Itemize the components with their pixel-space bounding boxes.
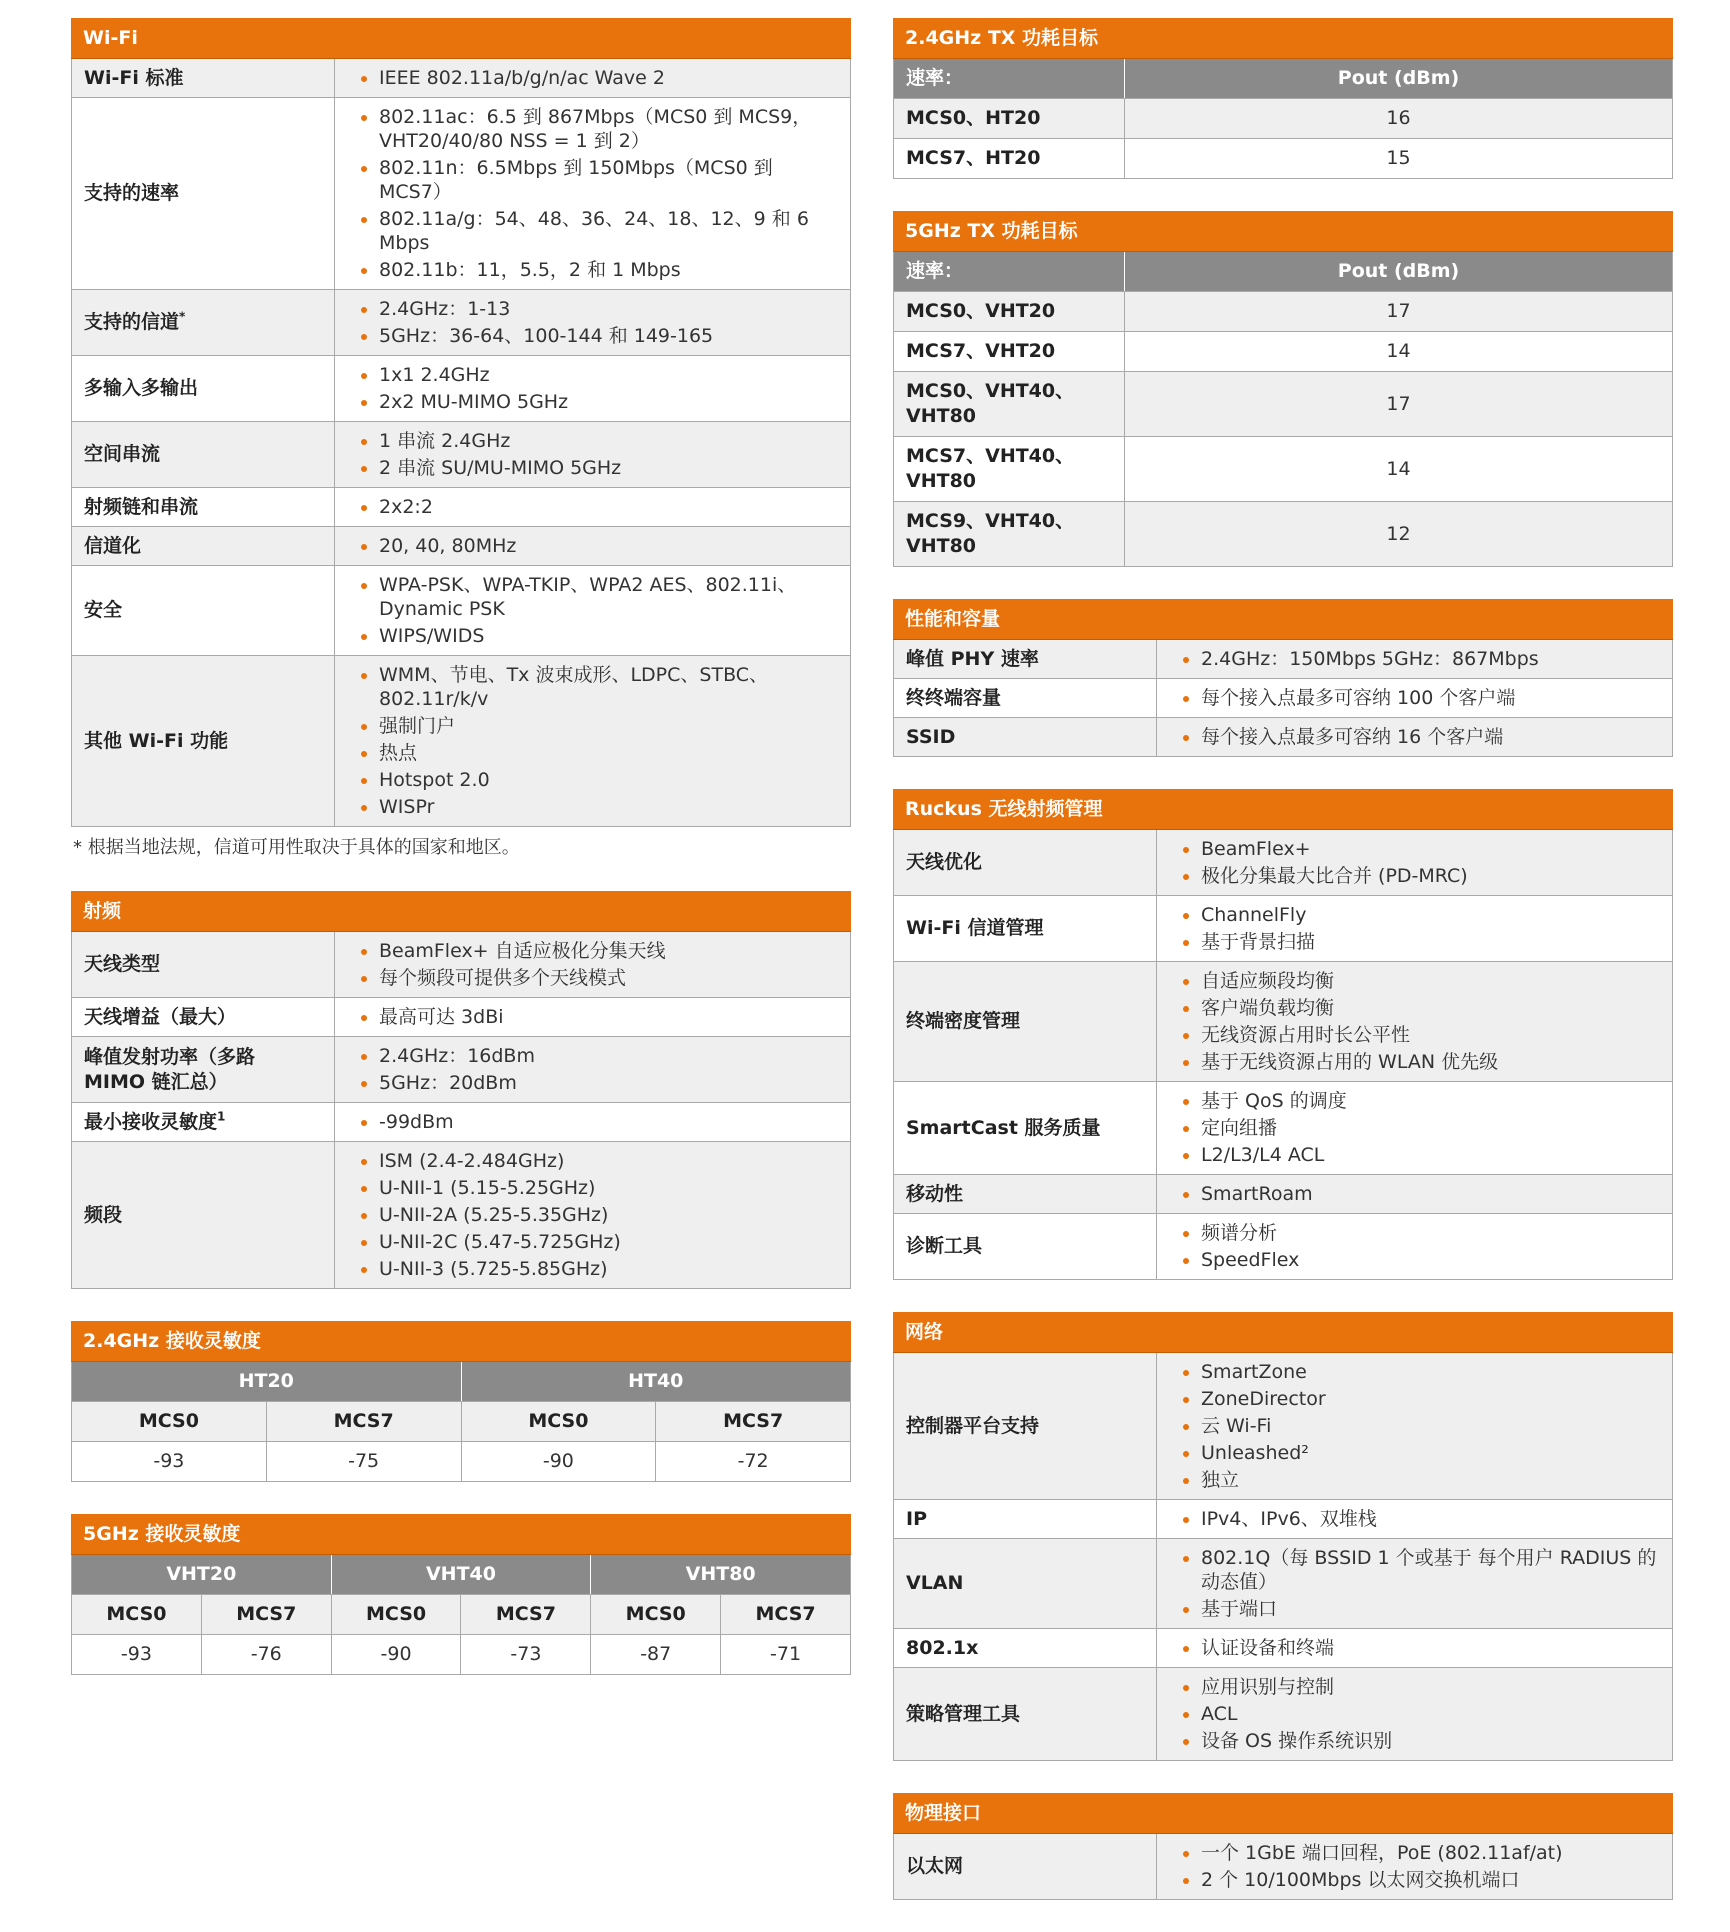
list-item: 自适应频段均衡 <box>1177 969 1660 993</box>
bullet-list <box>355 663 838 819</box>
row-value <box>1157 1082 1673 1175</box>
group-header-row <box>72 1555 851 1595</box>
row-label: Wi-Fi 信道管理 <box>894 896 1157 962</box>
group-header: VHT80 <box>591 1555 851 1595</box>
bullet-list <box>1177 1675 1660 1753</box>
list-item: 802.11n：6.5Mbps 到 150Mbps（MCS0 到 MCS7） <box>355 156 838 204</box>
row-label: 支持的信道* <box>72 290 335 356</box>
row-label: 天线增益（最大） <box>72 998 335 1037</box>
list-item: ChannelFly <box>1177 903 1660 927</box>
table-row <box>894 679 1673 718</box>
sub-header: MCS7 <box>721 1595 851 1635</box>
physical-interfaces-table <box>893 1834 1673 1900</box>
list-item: 认证设备和终端 <box>1177 1636 1660 1660</box>
sensitivity-24ghz-table <box>71 1362 851 1482</box>
list-item: 频谱分析 <box>1177 1221 1660 1245</box>
table-row <box>894 1539 1673 1629</box>
tx-power-24ghz-section <box>893 18 1673 179</box>
row-value <box>1157 1353 1673 1500</box>
pout-value: 15 <box>1125 139 1673 179</box>
table-row <box>72 98 851 290</box>
physical-interfaces-header: 物理接口 <box>893 1793 1673 1834</box>
row-value <box>335 59 851 98</box>
table-row <box>894 139 1673 179</box>
table-row <box>72 422 851 488</box>
table-row <box>894 718 1673 757</box>
row-value <box>1157 1629 1673 1668</box>
performance-table <box>893 640 1673 757</box>
pout-column-header: Pout (dBm) <box>1125 252 1673 292</box>
sub-header: MCS7 <box>201 1595 331 1635</box>
row-value <box>1157 1175 1673 1214</box>
row-value <box>335 656 851 827</box>
row-label: 频段 <box>72 1142 335 1289</box>
list-item: 独立 <box>1177 1468 1660 1492</box>
pout-column-header: Pout (dBm) <box>1125 59 1673 99</box>
row-value <box>1157 1668 1673 1761</box>
list-item: 定向组播 <box>1177 1116 1660 1140</box>
row-value <box>1157 830 1673 896</box>
row-label: 诊断工具 <box>894 1214 1157 1280</box>
column-header-row <box>894 252 1673 292</box>
footnote-marker: * <box>179 309 186 324</box>
list-item: SpeedFlex <box>1177 1248 1660 1272</box>
bullet-list <box>355 429 838 480</box>
sub-header: MCS7 <box>461 1595 591 1635</box>
list-item: 2.4GHz：16dBm <box>355 1044 838 1068</box>
list-item: IPv4、IPv6、双堆栈 <box>1177 1507 1660 1531</box>
group-header: VHT40 <box>331 1555 591 1595</box>
list-item: 2x2:2 <box>355 495 838 519</box>
row-label: 天线类型 <box>72 932 335 998</box>
wifi-table <box>71 59 851 827</box>
row-value <box>335 1103 851 1142</box>
list-item: 基于无线资源占用的 WLAN 优先级 <box>1177 1050 1660 1074</box>
list-item: 极化分集最大比合并 (PD-MRC) <box>1177 864 1660 888</box>
row-value <box>335 356 851 422</box>
list-item: 每个接入点最多可容纳 100 个客户端 <box>1177 686 1660 710</box>
table-row <box>72 656 851 827</box>
row-value <box>335 488 851 527</box>
list-item: U-NII-3 (5.725-5.85GHz) <box>355 1257 838 1281</box>
list-item: 5GHz：36-64、100-144 和 149-165 <box>355 324 838 348</box>
bullet-list <box>1177 1221 1660 1272</box>
table-row <box>894 830 1673 896</box>
rate-label: MCS7、HT20 <box>894 139 1125 179</box>
bullet-list <box>1177 686 1660 710</box>
rf-management-section <box>893 789 1673 1280</box>
wifi-header: Wi-Fi <box>71 18 851 59</box>
list-item: ZoneDirector <box>1177 1387 1660 1411</box>
row-label: SSID <box>894 718 1157 757</box>
bullet-list <box>1177 837 1660 888</box>
column-header-row <box>894 59 1673 99</box>
value-row <box>72 1635 851 1675</box>
sub-header: MCS7 <box>266 1402 461 1442</box>
value-row <box>72 1442 851 1482</box>
table-row <box>72 356 851 422</box>
table-row <box>72 998 851 1037</box>
value-cell: -93 <box>72 1442 267 1482</box>
list-item: Unleashed² <box>1177 1441 1660 1465</box>
sensitivity-5ghz-section <box>71 1514 851 1675</box>
table-row <box>894 896 1673 962</box>
row-label: 终端密度管理 <box>894 962 1157 1082</box>
bullet-list <box>355 66 838 90</box>
sub-header: MCS0 <box>461 1402 656 1442</box>
list-item: SmartZone <box>1177 1360 1660 1384</box>
row-label: 终终端容量 <box>894 679 1157 718</box>
bullet-list <box>355 573 838 648</box>
bullet-list <box>1177 969 1660 1074</box>
table-row <box>72 488 851 527</box>
table-row <box>72 527 851 566</box>
row-label: 峰值 PHY 速率 <box>894 640 1157 679</box>
row-value <box>1157 1539 1673 1629</box>
sub-header: MCS0 <box>72 1595 202 1635</box>
row-value <box>335 998 851 1037</box>
list-item: 无线资源占用时长公平性 <box>1177 1023 1660 1047</box>
bullet-list <box>1177 725 1660 749</box>
list-item: 云 Wi-Fi <box>1177 1414 1660 1438</box>
list-item: WPA-PSK、WPA-TKIP、WPA2 AES、802.11i、Dynamic PSK <box>355 573 838 621</box>
tx-power-5ghz-section <box>893 211 1673 567</box>
table-row <box>894 1214 1673 1280</box>
sub-header: MCS0 <box>591 1595 721 1635</box>
bullet-list <box>1177 1636 1660 1660</box>
value-cell: -73 <box>461 1635 591 1675</box>
list-item: 1x1 2.4GHz <box>355 363 838 387</box>
sub-header: MCS0 <box>331 1595 461 1635</box>
list-item: 20, 40, 80MHz <box>355 534 838 558</box>
rate-label: MCS0、VHT20 <box>894 292 1125 332</box>
row-value <box>335 1037 851 1103</box>
row-label: Wi-Fi 标准 <box>72 59 335 98</box>
list-item: 一个 1GbE 端口回程，PoE (802.11af/at) <box>1177 1841 1660 1865</box>
list-item: 应用识别与控制 <box>1177 1675 1660 1699</box>
list-item: U-NII-2C (5.47-5.725GHz) <box>355 1230 838 1254</box>
list-item: 802.11a/g：54、48、36、24、18、12、9 和 6 Mbps <box>355 207 838 255</box>
sensitivity-24ghz-header: 2.4GHz 接收灵敏度 <box>71 1321 851 1362</box>
sub-header-row <box>72 1402 851 1442</box>
bullet-list <box>1177 1089 1660 1167</box>
bullet-list <box>1177 1182 1660 1206</box>
radio-table <box>71 932 851 1289</box>
rate-label: MCS7、VHT20 <box>894 332 1125 372</box>
table-row <box>72 566 851 656</box>
row-label: 控制器平台支持 <box>894 1353 1157 1500</box>
performance-header: 性能和容量 <box>893 599 1673 640</box>
list-item: 2.4GHz：150Mbps 5GHz：867Mbps <box>1177 647 1660 671</box>
rate-column-header: 速率： <box>894 59 1125 99</box>
table-row <box>894 1353 1673 1500</box>
group-header: HT40 <box>461 1362 851 1402</box>
table-row <box>72 1037 851 1103</box>
value-cell: -90 <box>331 1635 461 1675</box>
bullet-list <box>355 363 838 414</box>
pout-value: 17 <box>1125 292 1673 332</box>
left-column <box>71 18 851 1707</box>
list-item: U-NII-2A (5.25-5.35GHz) <box>355 1203 838 1227</box>
row-value <box>1157 640 1673 679</box>
row-label: 信道化 <box>72 527 335 566</box>
table-row <box>72 1103 851 1142</box>
list-item: IEEE 802.11a/b/g/n/ac Wave 2 <box>355 66 838 90</box>
list-item: U-NII-1 (5.15-5.25GHz) <box>355 1176 838 1200</box>
value-cell: -72 <box>656 1442 851 1482</box>
row-value <box>1157 718 1673 757</box>
row-label: 峰值发射功率（多路 MIMO 链汇总） <box>72 1037 335 1103</box>
list-item: 客户端负载均衡 <box>1177 996 1660 1020</box>
row-label: 多输入多输出 <box>72 356 335 422</box>
row-value <box>1157 962 1673 1082</box>
bullet-list <box>355 495 838 519</box>
list-item: ACL <box>1177 1702 1660 1726</box>
list-item: 802.11b：11，5.5，2 和 1 Mbps <box>355 258 838 282</box>
bullet-list <box>355 105 838 282</box>
bullet-list <box>355 1044 838 1095</box>
value-cell: -76 <box>201 1635 331 1675</box>
list-item: SmartRoam <box>1177 1182 1660 1206</box>
row-label: 支持的速率 <box>72 98 335 290</box>
list-item: 强制门户 <box>355 714 838 738</box>
list-item: 基于背景扫描 <box>1177 930 1660 954</box>
list-item: WMM、节电、Tx 波束成形、LDPC、STBC、802.11r/k/v <box>355 663 838 711</box>
rate-label: MCS9、VHT40、VHT80 <box>894 502 1125 567</box>
bullet-list <box>1177 903 1660 954</box>
table-row <box>894 437 1673 502</box>
tx-power-24ghz-header: 2.4GHz TX 功耗目标 <box>893 18 1673 59</box>
tx-power-5ghz-table <box>893 252 1673 567</box>
row-label: 策略管理工具 <box>894 1668 1157 1761</box>
footnote-marker: 1 <box>217 1109 226 1124</box>
bullet-list <box>1177 647 1660 671</box>
sensitivity-5ghz-table <box>71 1555 851 1675</box>
row-value <box>335 566 851 656</box>
rf-management-header: Ruckus 无线射频管理 <box>893 789 1673 830</box>
bullet-list <box>355 297 838 348</box>
row-label: SmartCast 服务质量 <box>894 1082 1157 1175</box>
row-label: 最小接收灵敏度$^1$ <box>72 1103 335 1142</box>
rf-management-table <box>893 830 1673 1280</box>
list-item: 802.11ac：6.5 到 867Mbps（MCS0 到 MCS9，VHT20/40/80 NSS = 1 到 2） <box>355 105 838 153</box>
table-row <box>72 290 851 356</box>
physical-interfaces-section <box>893 1793 1673 1900</box>
row-label: 其他 Wi-Fi 功能 <box>72 656 335 827</box>
row-value <box>335 527 851 566</box>
list-item: 最高可达 3dBi <box>355 1005 838 1029</box>
networking-section <box>893 1312 1673 1761</box>
list-item: 每个频段可提供多个天线模式 <box>355 966 838 990</box>
sub-header: MCS7 <box>656 1402 851 1442</box>
table-row <box>894 962 1673 1082</box>
wifi-section <box>71 18 851 859</box>
row-value <box>335 290 851 356</box>
bullet-list <box>1177 1546 1660 1621</box>
table-row <box>894 332 1673 372</box>
bullet-list <box>1177 1841 1660 1892</box>
row-value <box>1157 1834 1673 1900</box>
list-item: WISPr <box>355 795 838 819</box>
table-row <box>894 640 1673 679</box>
row-label: 802.1x <box>894 1629 1157 1668</box>
pout-value: 14 <box>1125 437 1673 502</box>
list-item: 5GHz：20dBm <box>355 1071 838 1095</box>
bullet-list <box>1177 1360 1660 1492</box>
table-row <box>894 372 1673 437</box>
rate-label: MCS0、HT20 <box>894 99 1125 139</box>
table-row <box>72 59 851 98</box>
row-label: 安全 <box>72 566 335 656</box>
group-header-row <box>72 1362 851 1402</box>
list-item: WIPS/WIDS <box>355 624 838 648</box>
list-item: 设备 OS 操作系统识别 <box>1177 1729 1660 1753</box>
list-item: 2 个 10/100Mbps 以太网交换机端口 <box>1177 1868 1660 1892</box>
pout-value: 14 <box>1125 332 1673 372</box>
networking-table <box>893 1353 1673 1761</box>
bullet-list <box>355 1110 838 1134</box>
radio-header: 射频 <box>71 891 851 932</box>
list-item: 热点 <box>355 741 838 765</box>
list-item: 每个接入点最多可容纳 16 个客户端 <box>1177 725 1660 749</box>
tx-power-24ghz-table <box>893 59 1673 179</box>
performance-section <box>893 599 1673 757</box>
list-item: 1 串流 2.4GHz <box>355 429 838 453</box>
table-row <box>894 292 1673 332</box>
list-item: BeamFlex+ <box>1177 837 1660 861</box>
table-row <box>894 1834 1673 1900</box>
list-item: 802.1Q（每 BSSID 1 个或基于 每个用户 RADIUS 的动态值） <box>1177 1546 1660 1594</box>
rate-column-header: 速率： <box>894 252 1125 292</box>
value-cell: -90 <box>461 1442 656 1482</box>
list-item: ISM (2.4-2.484GHz) <box>355 1149 838 1173</box>
pout-value: 16 <box>1125 99 1673 139</box>
pout-value: 17 <box>1125 372 1673 437</box>
bullet-list <box>355 1005 838 1029</box>
bullet-list <box>355 939 838 990</box>
list-item: 2 串流 SU/MU-MIMO 5GHz <box>355 456 838 480</box>
sensitivity-24ghz-section <box>71 1321 851 1482</box>
table-row <box>72 1142 851 1289</box>
list-item: L2/L3/L4 ACL <box>1177 1143 1660 1167</box>
value-cell: -93 <box>72 1635 202 1675</box>
row-value <box>1157 1500 1673 1539</box>
list-item: Hotspot 2.0 <box>355 768 838 792</box>
table-row <box>894 1175 1673 1214</box>
row-label: 移动性 <box>894 1175 1157 1214</box>
pout-value: 12 <box>1125 502 1673 567</box>
radio-section <box>71 891 851 1289</box>
table-row <box>894 1629 1673 1668</box>
row-label: 天线优化 <box>894 830 1157 896</box>
bullet-list <box>355 1149 838 1281</box>
row-value <box>1157 1214 1673 1280</box>
sub-header: MCS0 <box>72 1402 267 1442</box>
table-row <box>894 99 1673 139</box>
list-item: 2x2 MU-MIMO 5GHz <box>355 390 838 414</box>
value-cell: -71 <box>721 1635 851 1675</box>
table-row <box>72 932 851 998</box>
list-item: 2.4GHz：1-13 <box>355 297 838 321</box>
list-item: 基于 QoS 的调度 <box>1177 1089 1660 1113</box>
group-header: HT20 <box>72 1362 462 1402</box>
tx-power-5ghz-header: 5GHz TX 功耗目标 <box>893 211 1673 252</box>
list-item: -99dBm <box>355 1110 838 1134</box>
row-label: 空间串流 <box>72 422 335 488</box>
row-value <box>335 932 851 998</box>
row-value <box>1157 679 1673 718</box>
footnote: * 根据当地法规，信道可用性取决于具体的国家和地区。 <box>73 837 520 858</box>
row-value <box>335 422 851 488</box>
list-item: BeamFlex+ 自适应极化分集天线 <box>355 939 838 963</box>
table-row <box>894 1082 1673 1175</box>
group-header: VHT20 <box>72 1555 332 1595</box>
networking-header: 网络 <box>893 1312 1673 1353</box>
bullet-list <box>355 534 838 558</box>
row-label: VLAN <box>894 1539 1157 1629</box>
row-label: 以太网 <box>894 1834 1157 1900</box>
sub-header-row <box>72 1595 851 1635</box>
row-value <box>1157 896 1673 962</box>
rate-label: MCS0、VHT40、VHT80 <box>894 372 1125 437</box>
right-column <box>893 18 1673 1932</box>
value-cell: -75 <box>266 1442 461 1482</box>
row-value <box>335 1142 851 1289</box>
table-row <box>894 1500 1673 1539</box>
row-value <box>335 98 851 290</box>
row-label: 射频链和串流 <box>72 488 335 527</box>
row-label: IP <box>894 1500 1157 1539</box>
bullet-list <box>1177 1507 1660 1531</box>
rate-label: MCS7、VHT40、VHT80 <box>894 437 1125 502</box>
table-row <box>894 1668 1673 1761</box>
list-item: 基于端口 <box>1177 1597 1660 1621</box>
value-cell: -87 <box>591 1635 721 1675</box>
sensitivity-5ghz-header: 5GHz 接收灵敏度 <box>71 1514 851 1555</box>
table-row <box>894 502 1673 567</box>
